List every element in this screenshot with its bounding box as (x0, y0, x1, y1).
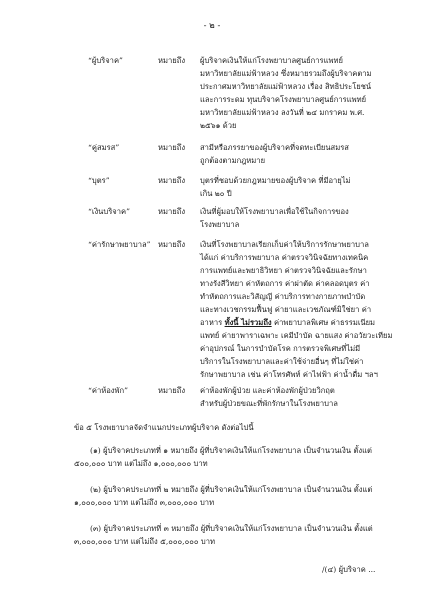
definition-text (200, 238, 400, 381)
emphasis-text: ทั้งนี้ ไม่รวมถึง (224, 318, 272, 327)
page-number: - ๒ - (203, 21, 221, 31)
definition-text (200, 174, 400, 200)
definition-line: ประกาศมหาวิทยาลัยแม่ฟ้าหลวง เรื่อง สิทธิประโยชน์ (200, 82, 372, 91)
definition-line: ค่าห้องพักผู้ป่วย และค่าห้องพักผู้ป่วยวิกฤต (200, 386, 335, 395)
definition-line: ได้แก่ ค่าบริการพยาบาล ค่าตรวจวินิจฉัยทางเทคนิค (200, 253, 369, 262)
definition-line: บุตรที่ชอบด้วยกฎหมายของผู้บริจาค ที่มีอายุไม่ (200, 176, 351, 185)
definition-means: หมายถึง (158, 386, 186, 395)
item-line: ๓,๐๐๐,๐๐๐ บาท แต่ไม่ถึง ๕,๐๐๐,๐๐๐ บาท (74, 537, 216, 546)
line-text: ค่าพยาบาลพิเศษ ค่าธรรมเนียม (271, 318, 376, 327)
definition-line: ค่าอุปกรณ์ ในการบำบัดโรค การตรวจพิเศษที่ไม่มี (200, 344, 361, 353)
definition-line: ทางรังสีวิทยา ค่าหัตถการ ค่าผ่าตัด ค่าคลอดบุตร ค่า (200, 279, 370, 288)
definition-term: “ค่าห้องพัก” (88, 386, 128, 395)
definition-line: ๒๕๖๑ ด้วย (200, 121, 237, 130)
item-line: (๒) ผู้บริจาคประเภทที่ ๒ หมายถึง ผู้ที่บริจาคเงินให้แก่โรงพยาบาล เป็นจำนวนเงิน ตั้งแต่ (90, 485, 373, 494)
definition-line-with-emphasis (200, 316, 400, 329)
definition-term: “บุตร” (88, 176, 110, 185)
continuation-marker: /(๔) ผู้บริจาค ... (322, 565, 376, 574)
donor-category-item (74, 483, 390, 509)
donor-category-item (74, 522, 390, 548)
item-line: (๓) ผู้บริจาคประเภทที่ ๓ หมายถึง ผู้ที่บริจาคเงินให้แก่โรงพยาบาล เป็นจำนวนเงิน ตั้งแต่ (90, 524, 373, 533)
definition-text (200, 384, 400, 410)
definition-text (200, 54, 400, 132)
item-line: ๕๐๐,๐๐๐ บาท แต่ไม่ถึง ๑,๐๐๐,๐๐๐ บาท (74, 459, 208, 468)
definition-text (200, 141, 400, 167)
definition-means: หมายถึง (158, 240, 186, 249)
definition-line: การแพทย์และพยาธิวิทยา ค่าตรวจวินิจฉัยและรักษา (200, 266, 367, 275)
definition-line: เงินที่โรงพยาบาลเรียกเก็บค่าให้บริการรักษาพยาบาล (200, 240, 369, 249)
definition-term: “ค่ารักษาพยาบาล” (88, 240, 151, 249)
definition-line: บริการในโรงพยาบาลและค่าใช้จ่ายอื่นๆ ที่ไม่ใช่ค่า (200, 357, 364, 366)
definition-line: ถูกต้องตามกฎหมาย (200, 156, 266, 165)
definition-line: แพทย์ ค่ายาพาราเฉพาะ เคมีบำบัด ฉายแสง ค่าอวัยวะเทียม (200, 331, 393, 340)
definition-line: เงินที่ผู้มอบให้โรงพยาบาลเพื่อใช้ในกิจการของ (200, 207, 349, 216)
definition-line: และการระดม ทุนบริจาคโรงพยาบาลศูนย์การแพทย์ (200, 95, 367, 104)
definition-line: มหาวิทยาลัยแม่ฟ้าหลวง ลงวันที่ ๒๔ มกราคม พ.ศ. (200, 108, 365, 117)
definition-means: หมายถึง (158, 56, 186, 65)
definition-line: มหาวิทยาลัยแม่ฟ้าหลวง ซึ่งหมายรวมถึงผู้บริจาคตาม (200, 69, 372, 78)
definition-term: “คู่สมรส” (88, 143, 120, 152)
definition-line: โรงพยาบาล (200, 220, 240, 229)
definition-term: “ผู้บริจาค” (88, 56, 123, 65)
definition-line: สำหรับผู้ป่วยขณะที่พักรักษาในโรงพยาบาล (200, 399, 338, 408)
definition-line: รักษาพยาบาล เช่น ค่าโทรศัพท์ ค่าไฟฟ้า ค่าน้ำดื่ม ฯลฯ (200, 370, 378, 379)
donor-category-item (74, 444, 390, 470)
definition-line: และทางเวชกรรมฟื้นฟู ค่ายาและเวชภัณฑ์มิใช่ยา ค่า (200, 305, 372, 314)
line-text: อาหาร (200, 318, 225, 327)
definition-line: เกิน ๒๐ ปี (200, 189, 232, 198)
definition-line: ผู้บริจาคเงินให้แก่โรงพยาบาลศูนย์การแพทย์ (200, 56, 343, 65)
definition-term: “เงินบริจาค” (88, 207, 130, 216)
definition-means: หมายถึง (158, 207, 186, 216)
clause-heading: ข้อ ๕ โรงพยาบาลจัดจำแนกประเภทผู้บริจาค ดังต่อไปนี้ (74, 423, 254, 432)
definition-text (200, 205, 400, 231)
definition-line: ทำหัตถการและวิสัญญี ค่าบริการทางกายภาพบำบัด (200, 292, 366, 301)
definition-means: หมายถึง (158, 176, 186, 185)
definition-means: หมายถึง (158, 143, 186, 152)
definition-line: สามีหรือภรรยาของผู้บริจาคที่จดทะเบียนสมรส (200, 143, 349, 152)
item-line: ๑,๐๐๐,๐๐๐ บาท แต่ไม่ถึง ๓,๐๐๐,๐๐๐ บาท (74, 498, 215, 507)
item-line: (๑) ผู้บริจาคประเภทที่ ๑ หมายถึง ผู้ที่บริจาคเงินให้แก่โรงพยาบาล เป็นจำนวนเงิน ตั้งแต่ (90, 446, 372, 455)
